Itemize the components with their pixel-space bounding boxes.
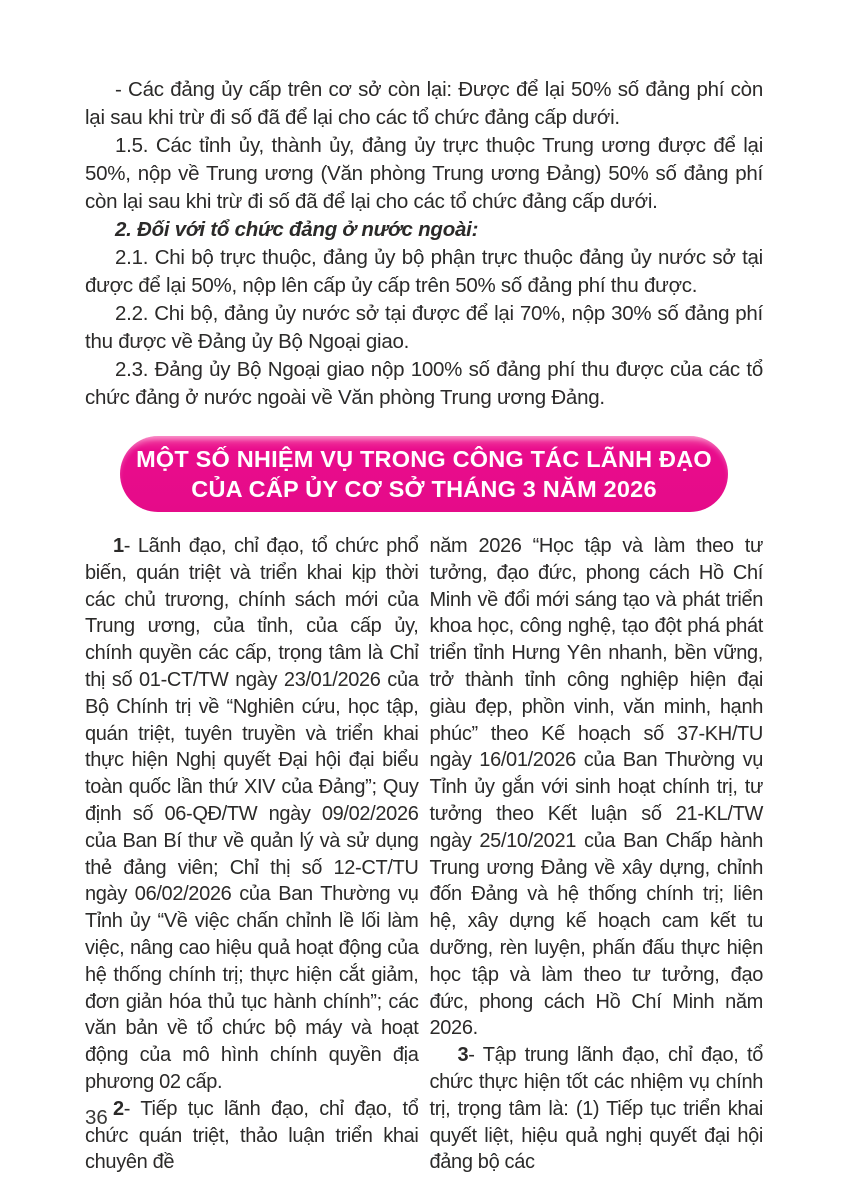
- paragraph-1-5: 1.5. Các tỉnh ủy, thành ủy, đảng ủy trực thuộc Trung ương được để lại 50%, nộp về Trung ương (Văn phòng Trung ương Đảng) 50% số đảng phí còn lại sau khi trừ đi số đã để lại cho các tổ chức đảng cấp dưới.: [85, 134, 763, 213]
- task-text: năm 2026 “Học tập và làm theo tư tưởng, đạo đức, phong cách Hồ Chí Minh về đổi mới sáng tạo và phát triển khoa học, công nghệ, tạo đột phá phát triển tỉnh Hưng Yên nhanh, bền vững, trở thành tỉnh công nghiệp hiện đại giàu đẹp, phồn vinh, văn minh, hạnh phúc” theo Kế hoạch số 37-KH/TU ngày 16/01/2026 của Ban Thường vụ Tỉnh ủy gắn với sinh hoạt chính trị, tư tưởng theo Kết luận số 21-KL/TW ngày 25/10/2021 của Ban Chấp hành Trung ương Đảng về xây dựng, chỉnh đốn Đảng và hệ thống chính trị; liên hệ, xây dựng kế hoạch cam kết tu dưỡng, rèn luyện, phấn đấu thực hiện học tập và làm theo tư tưởng, đạo đức, phong cách Hồ Chí Minh năm 2026.: [429, 535, 763, 1040]
- task-paragraph-3: [430, 1042, 764, 1176]
- banner-title-line2: CỦA CẤP ỦY CƠ SỞ THÁNG 3 NĂM 2026: [191, 476, 657, 502]
- task-paragraph-2: [85, 1096, 419, 1176]
- section-title-banner: [120, 436, 728, 512]
- top-section: [85, 76, 763, 412]
- two-column-body: [85, 533, 763, 1176]
- page-number: 36: [85, 1106, 108, 1129]
- paragraph-2-2: 2.2. Chi bộ, đảng ủy nước sở tại được để lại 70%, nộp 30% số đảng phí thu được về Đảng ủy Bộ Ngoại giao.: [85, 302, 763, 353]
- task-text: - Lãnh đạo, chỉ đạo, tổ chức phổ biến, quán triệt và triển khai kịp thời các chủ trương, chính sách mới của Trung ương, của tỉnh, của cấp ủy, chính quyền các cấp, trọng tâm là Chỉ thị số 01-CT/TW ngày 23/01/2026 của Bộ Chính trị về “Nghiên cứu, học tập, quán triệt, tuyên truyền và triển khai thực hiện Nghị quyết Đại hội đại biểu toàn quốc lần thứ XIV của Đảng”; Quy định số 06-QĐ/TW ngày 09/02/2026 của Ban Bí thư về quản lý và sử dụng thẻ đảng viên; Chỉ thị số 12-CT/TU ngày 06/02/2026 của Ban Thường vụ Tỉnh ủy “Về việc chấn chỉnh lề lối làm việc, nâng cao hiệu quả hoạt động của hệ thống chính trị; thực hiện cắt giảm, đơn giản hóa thủ tục hành chính”; các văn bản về tổ chức bộ máy và hoạt động của mô hình chính quyền địa phương 02 cấp.: [85, 535, 419, 1093]
- task-number: 2: [113, 1097, 124, 1120]
- left-column: [85, 533, 419, 1176]
- heading-2-overseas-orgs: 2. Đối với tổ chức đảng ở nước ngoài:: [115, 218, 479, 241]
- paragraph-2-1: 2.1. Chi bộ trực thuộc, đảng ủy bộ phận trực thuộc đảng ủy nước sở tại được để lại 50%, nộp lên cấp ủy cấp trên 50% số đảng phí thu được.: [85, 246, 763, 297]
- paragraph-2-3: 2.3. Đảng ủy Bộ Ngoại giao nộp 100% số đảng phí thu được của các tổ chức đảng ở nước ngoài về Văn phòng Trung ương Đảng.: [85, 358, 763, 409]
- task-paragraph-1: [85, 533, 419, 1096]
- task-text: - Tập trung lãnh đạo, chỉ đạo, tổ chức thực hiện tốt các nhiệm vụ chính trị, trọng tâm là: (1) Tiếp tục triển khai quyết liệt, hiệu quả nghị quyết đại hội đảng bộ các: [429, 1044, 763, 1174]
- banner-title-line1: MỘT SỐ NHIỆM VỤ TRONG CÔNG TÁC LÃNH ĐẠO: [136, 446, 712, 472]
- paragraph-remaining-committees: - Các đảng ủy cấp trên cơ sở còn lại: Được để lại 50% số đảng phí còn lại sau khi trừ đi số đã để lại cho các tổ chức đảng cấp dưới.: [85, 78, 763, 129]
- task-paragraph-2-continued: [430, 533, 764, 1042]
- right-column: [430, 533, 764, 1176]
- task-number: 3: [457, 1044, 469, 1067]
- task-number: 1: [113, 535, 124, 557]
- task-text: - Tiếp tục lãnh đạo, chỉ đạo, tổ chức quán triệt, thảo luận triển khai chuyên đề: [85, 1097, 419, 1174]
